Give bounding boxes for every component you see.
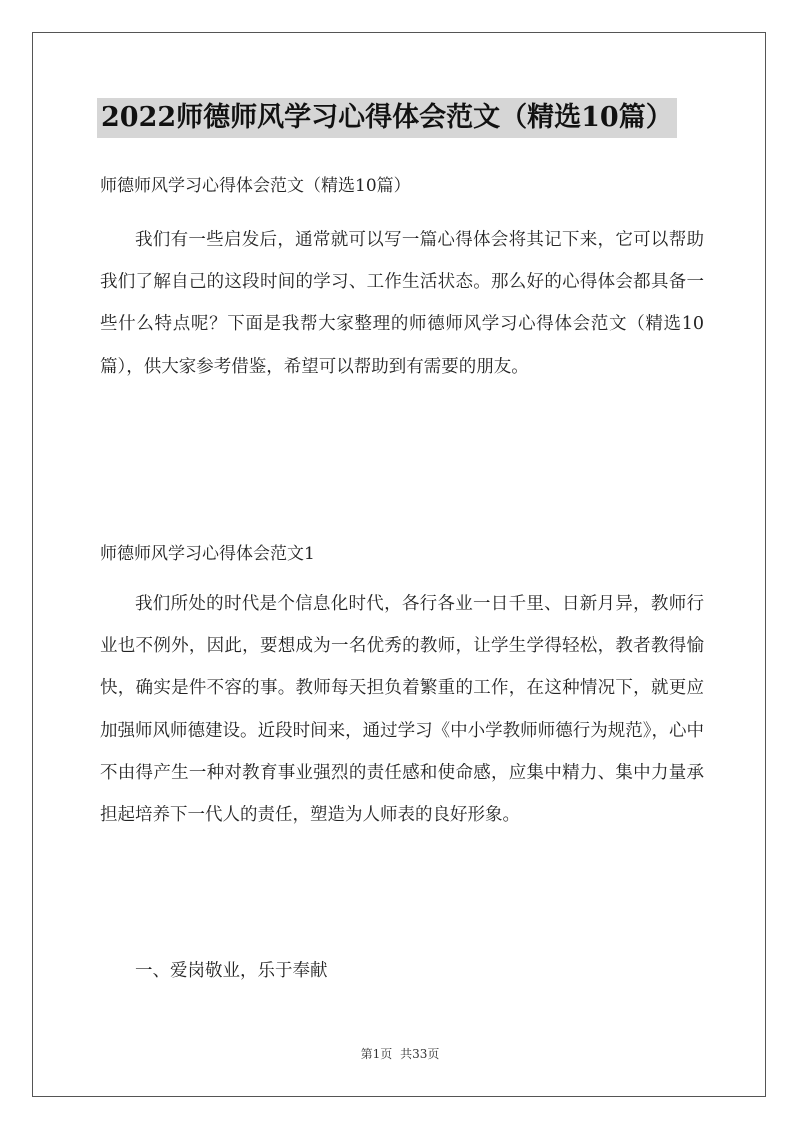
document-title: 2022师德师风学习心得体会范文（精选10篇） bbox=[97, 98, 677, 138]
page-total: 共33页 bbox=[400, 1047, 440, 1061]
intro-paragraph: 我们有一些启发后，通常就可以写一篇心得体会将其记下来，它可以帮助我们了解自己的这段时间的学习、工作生活状态。那么好的心得体会都具备一些什么特点呢？下面是我帮大家整理的师德师风学习心得体会范文（精选10篇），供大家参考借鉴，希望可以帮助到有需要的朋友。 bbox=[100, 230, 704, 377]
section-heading: 师德师风学习心得体会范文1 bbox=[100, 544, 315, 564]
page-footer bbox=[0, 1045, 800, 1062]
document-subtitle: 师德师风学习心得体会范文（精选10篇） bbox=[100, 176, 411, 196]
section-paragraph: 我们所处的时代是个信息化时代，各行各业一日千里、日新月异，教师行业也不例外，因此，要想成为一名优秀的教师，让学生学得轻松，教者教得愉快，确实是件不容的事。教师每天担负着繁重的工作，在这种情况下，就更应加强师风师德建设。近段时间来，通过学习《中小学教师师德行为规范》，心中不由得产生一种对教育事业强烈的责任感和使命感，应集中精力、集中力量承担起培养下一代人的责任，塑造为人师表的良好形象。 bbox=[100, 594, 704, 826]
list-heading: 一、爱岗敬业，乐于奉献 bbox=[135, 961, 328, 981]
page-number: 第1页 bbox=[360, 1047, 393, 1061]
